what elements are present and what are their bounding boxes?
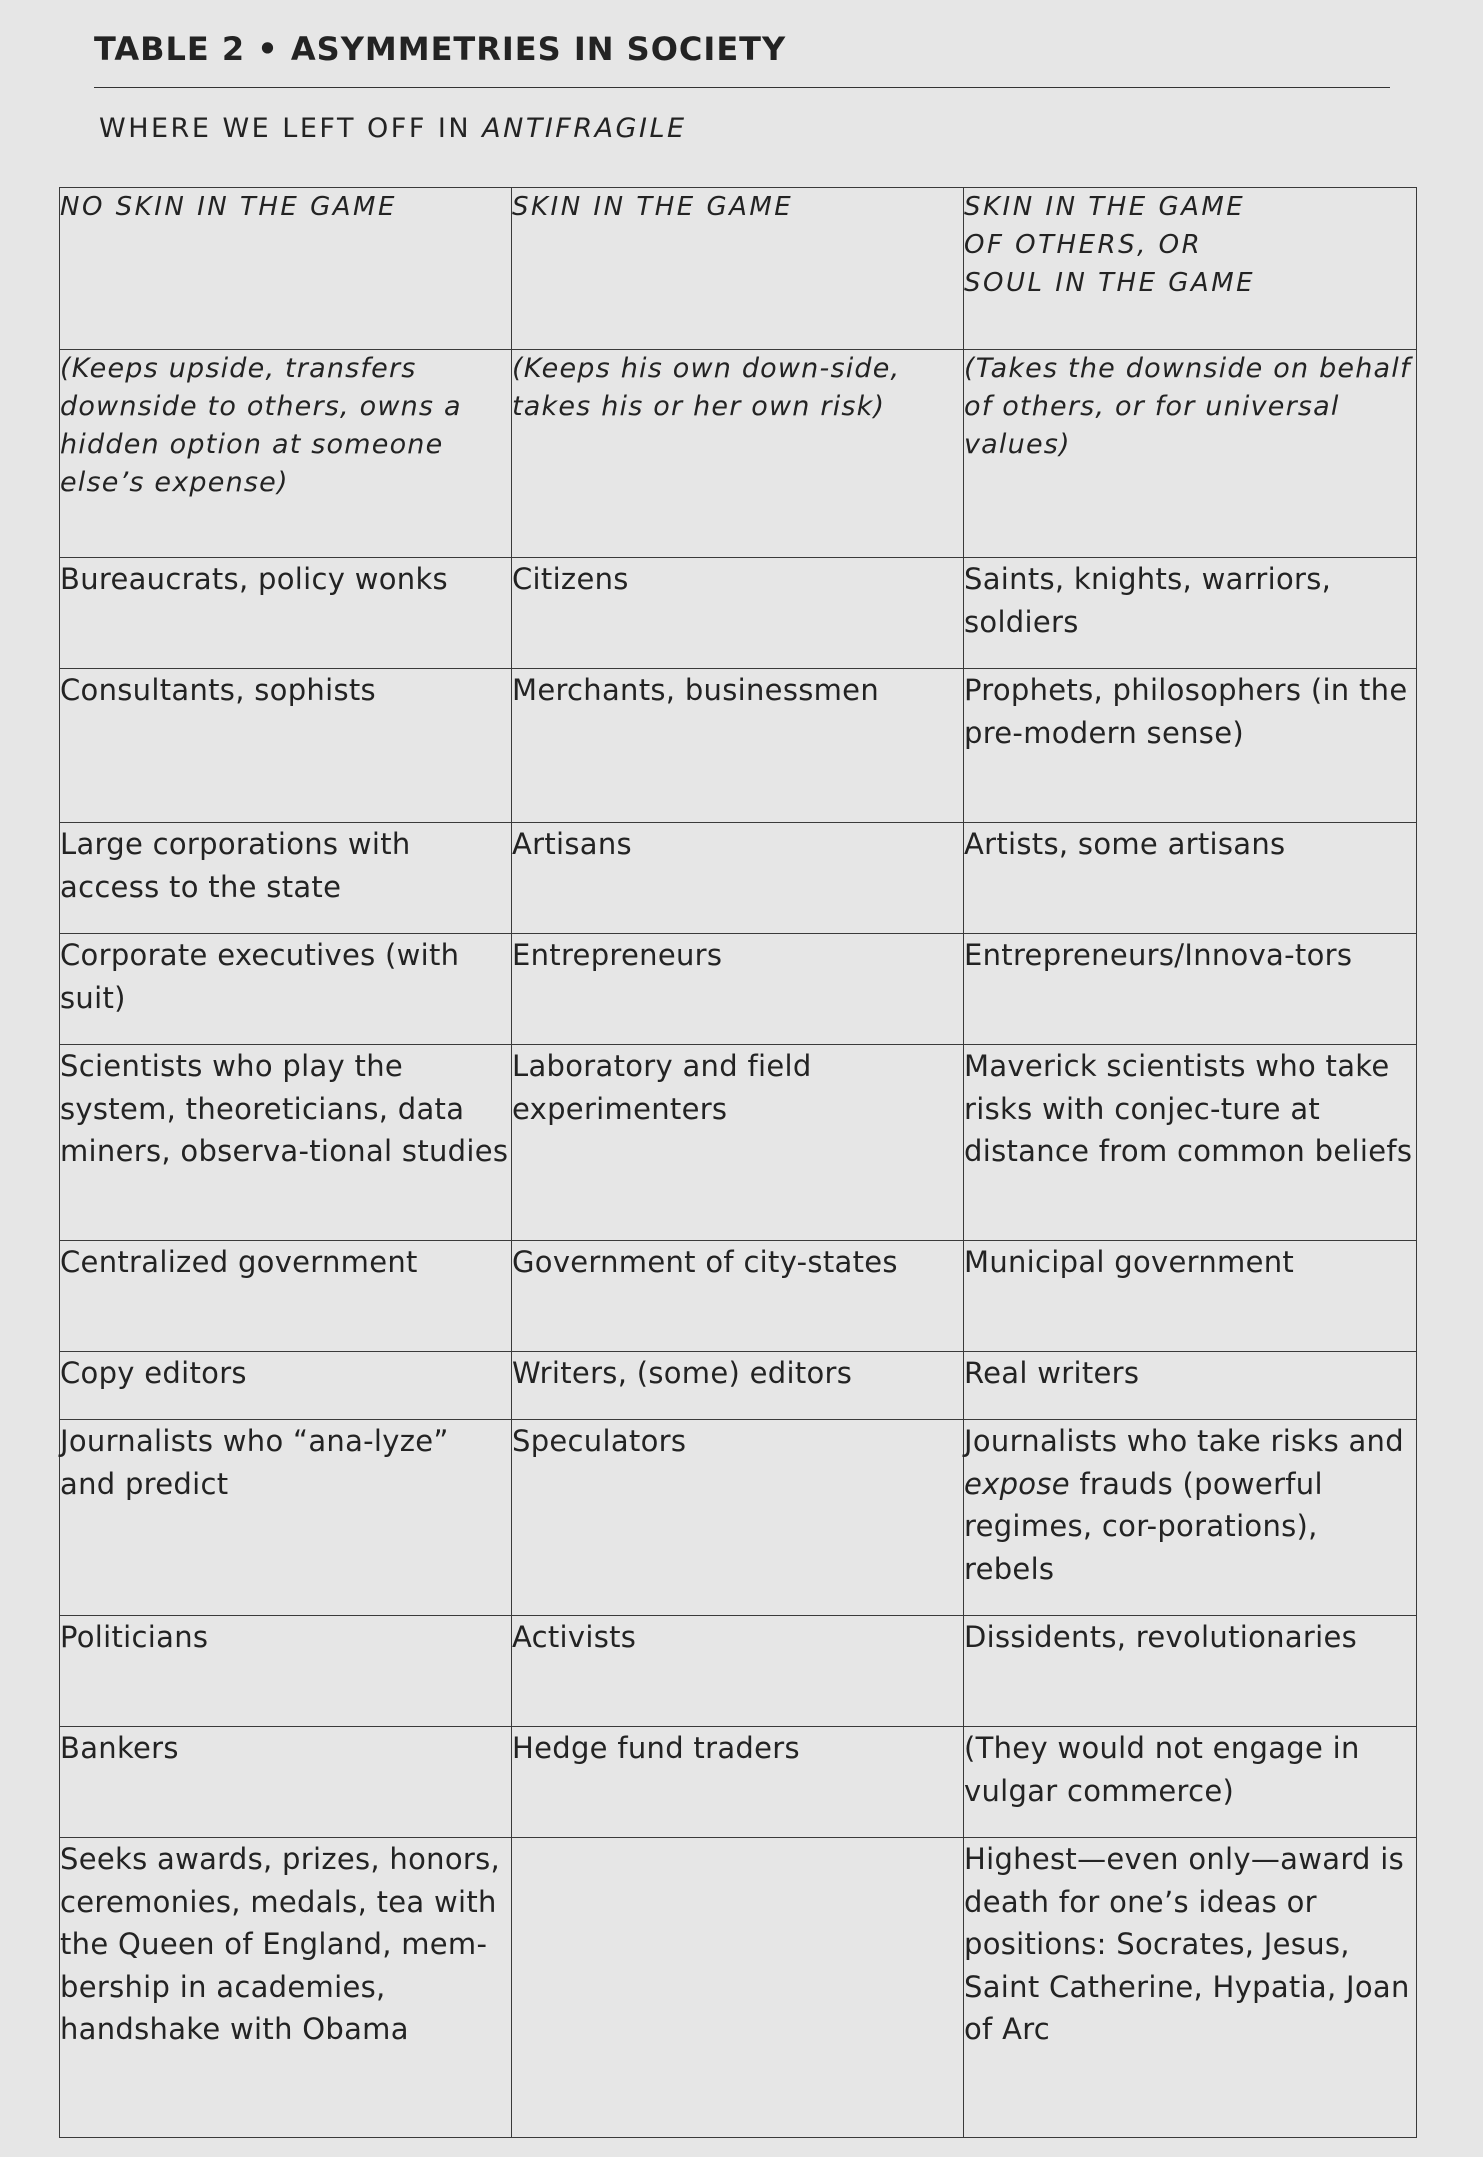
table-cell — [512, 1838, 964, 2138]
table-row — [60, 1727, 1417, 1838]
table-cell: Speculators — [512, 1420, 964, 1616]
emphasis: expose — [964, 1466, 1070, 1501]
column-description-skin: (Keeps his own down-side, takes his or her own risk) — [512, 350, 964, 558]
table-cell: Highest—even only—award is death for one’s ideas or positions: Socrates, Jesus, Saint Catherine, Hypatia, Joan of Arc — [964, 1838, 1417, 2138]
subtitle-text: WHERE WE LEFT OFF IN — [99, 113, 483, 144]
table-cell: Writers, (some) editors — [512, 1352, 964, 1420]
table-row — [60, 1352, 1417, 1420]
table-row — [60, 1241, 1417, 1352]
table-row — [60, 1838, 1417, 2138]
column-heading-no-skin: NO SKIN IN THE GAME — [60, 188, 512, 350]
table-cell: Entrepreneurs/Innova-tors — [964, 934, 1417, 1045]
table-cell: Corporate executives (with suit) — [60, 934, 512, 1045]
table-cell: (They would not engage in vulgar commerce) — [964, 1727, 1417, 1838]
table-cell: Prophets, philosophers (in the pre-modern sense) — [964, 669, 1417, 823]
asymmetries-table — [59, 187, 1417, 2138]
table-body — [60, 350, 1417, 2138]
table-row — [60, 1420, 1417, 1616]
description-row — [60, 350, 1417, 558]
table-cell: Bankers — [60, 1727, 512, 1838]
column-description-soul: (Takes the downside on behalf of others, or for universal values) — [964, 350, 1417, 558]
table-title: TABLE 2 • ASYMMETRIES IN SOCIETY — [94, 30, 787, 68]
column-heading-soul: SKIN IN THE GAME OF OTHERS, OR SOUL IN THE GAME — [964, 188, 1417, 350]
column-description-no-skin: (Keeps upside, transfers downside to others, owns a hidden option at someone else’s expense) — [60, 350, 512, 558]
table-cell: Activists — [512, 1616, 964, 1727]
table-cell: Artisans — [512, 823, 964, 934]
table-cell: Saints, knights, warriors, soldiers — [964, 558, 1417, 669]
table-cell: Dissidents, revolutionaries — [964, 1616, 1417, 1727]
table-cell: Copy editors — [60, 1352, 512, 1420]
table-cell: Journalists who “ana-lyze” and predict — [60, 1420, 512, 1616]
table-cell: Citizens — [512, 558, 964, 669]
table-cell: Seeks awards, prizes, honors, ceremonies, medals, tea with the Queen of England, mem-bership in academies, handshake with Obama — [60, 1838, 512, 2138]
table-cell: Maverick scientists who take risks with conjec-ture at distance from common beliefs — [964, 1045, 1417, 1241]
table-cell: Journalists who take risks and expose frauds (powerful regimes, cor-porations), rebels — [964, 1420, 1417, 1616]
table-row — [60, 669, 1417, 823]
table-cell: Hedge fund traders — [512, 1727, 964, 1838]
table-row — [60, 823, 1417, 934]
table-subtitle — [99, 113, 687, 144]
column-heading-skin: SKIN IN THE GAME — [512, 188, 964, 350]
table-row — [60, 1045, 1417, 1241]
table-row — [60, 934, 1417, 1045]
table-cell: Artists, some artisans — [964, 823, 1417, 934]
table-cell: Politicians — [60, 1616, 512, 1727]
subtitle-book-title: ANTIFRAGILE — [482, 113, 687, 144]
title-divider — [94, 87, 1390, 88]
table-cell: Entrepreneurs — [512, 934, 964, 1045]
table-cell: Government of city-states — [512, 1241, 964, 1352]
table-cell: Centralized government — [60, 1241, 512, 1352]
table-row — [60, 558, 1417, 669]
table-cell: Consultants, sophists — [60, 669, 512, 823]
table-cell: Municipal government — [964, 1241, 1417, 1352]
table-cell: Merchants, businessmen — [512, 669, 964, 823]
table-cell: Bureaucrats, policy wonks — [60, 558, 512, 669]
table-row — [60, 1616, 1417, 1727]
column-headers — [60, 188, 1417, 350]
table-cell: Laboratory and field experimenters — [512, 1045, 964, 1241]
table-cell: Real writers — [964, 1352, 1417, 1420]
table-cell: Scientists who play the system, theoreticians, data miners, observa-tional studies — [60, 1045, 512, 1241]
table-cell: Large corporations with access to the state — [60, 823, 512, 934]
